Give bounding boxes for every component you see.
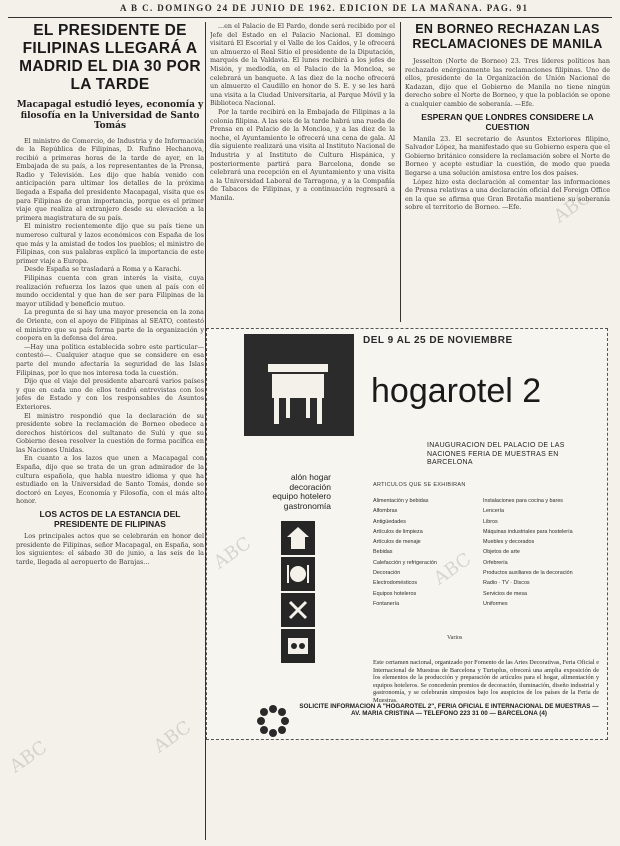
ad-list-item: Orfebrería bbox=[483, 559, 508, 566]
abc-watermark: ABC bbox=[150, 716, 196, 758]
running-head: A B C. DOMINGO 24 DE JUNIO DE 1962. EDICION DE LA MAÑANA. PAG. 91 bbox=[120, 3, 529, 13]
left-paragraph: Los principales actos que se celebrarán en honor del presidente de Filipinas, señor Macapagal, en España, son los siguientes: el sábado 30 de junio, a las seis de la tarde, llegada al aeropuerto de Barajas... bbox=[16, 532, 204, 566]
ad-list-item: Instalaciones para cocina y bares bbox=[483, 498, 564, 504]
ad-list-item: Antigüedades bbox=[373, 518, 406, 525]
ad-list-item: Lencería bbox=[483, 508, 504, 515]
ad-footer: SOLICITE INFORMACION A "HOGAROTEL 2", FERIA OFICIAL E INTERNACIONAL DE MUESTRAS — AV. MARIA CRISTINA — TELEFONO 223 31 00 — BARCELONA (4) bbox=[299, 703, 599, 718]
ad-title: INAUGURACION DEL PALACIO DE LAS NACIONES FERIA DE MUESTRAS EN BARCELONA bbox=[427, 442, 565, 466]
ad-brand: hogarotel 2 bbox=[371, 372, 542, 410]
ad-image-block bbox=[244, 334, 354, 436]
ad-list-item: Máquinas industriales para hostelería bbox=[483, 528, 573, 535]
ad-list-item: Electrodomésticos bbox=[373, 580, 418, 587]
ad-list-item: Calefacción y refrigeración bbox=[373, 559, 437, 566]
ad-list-item: Uniformes bbox=[483, 600, 508, 607]
flower-logo-icon bbox=[253, 701, 293, 741]
left-paragraph: En cuanto a los lazos que unen a Macapagal con España, dijo que se trata de un gran admirador de la cultura española, que habla nuestro idioma y que ha estudiado en la Universidad de Santo Tomás, donde se doctoró en Leyes, Economía y Filosofía, con el más alto honor. bbox=[16, 454, 204, 506]
left-subhead: LOS ACTOS DE LA ESTANCIA DEL PRESIDENTE DE FILIPINAS bbox=[39, 509, 181, 530]
ad-list-right bbox=[483, 496, 599, 609]
ad-list-item: Productos auxiliares de la decoración bbox=[483, 570, 573, 577]
ad-tagline-line: equipo hotelero bbox=[272, 491, 331, 501]
abc-watermark: ABC bbox=[430, 548, 476, 590]
left-paragraph: Dijo que el viaje del presidente abarcará varios países y que en cada uno de ellos tendrá entrevistas con los jefes de Estado y con los responsables de Asuntos Exteriores. bbox=[16, 377, 204, 411]
ad-tagline-line: decoración bbox=[289, 481, 331, 492]
chair-illustration bbox=[244, 334, 354, 436]
left-paragraph: El ministro recientemente dijo que su país tiene un numeroso cultural y lazos económicos con España de los que más y la amistad de todos los pueblos; el ministro de Filipinas, con sus palabras explicó la importancia de este primer viaje a Europa. bbox=[16, 222, 204, 265]
ad-list-item: Bebidas bbox=[373, 549, 393, 556]
left-paragraph: El ministro respondió que la declaración de su presidente sobre la reclamación de Borneo obedece a derechos históricos del sultanato de Sulú y que su Gobierno desea resolver la cuestión de forma pacífica en las Naciones Unidas. bbox=[16, 411, 204, 454]
left-headline: EL PRESIDENTE DE FILIPINAS LLEGARÁ A MADRID EL DIA 30 POR LA TARDE bbox=[19, 22, 201, 93]
ad-varios-label: Varios bbox=[447, 635, 463, 641]
right-paragraph: López hizo esta declaración al comentar las informaciones de Prensa relativas a una declaración oficial del Foreign Office en la que se afirma que Gran Bretaña mantiene su soberanía sobre el territorio de Borneo. —Efe. bbox=[405, 177, 610, 212]
left-deck: Macapagal estudió leyes, economía y filosofía en la Universidad de Santo Tomás bbox=[16, 100, 204, 131]
left-paragraph: Filipinas cuenta con gran interés la visita, cuya realización refuerza los lazos que unen al país con el mundo occidental y que han de ser para Filipinas de la mayor utilidad y beneficio mutuo. bbox=[16, 274, 204, 308]
ad-list-item: Equipos hoteleros bbox=[373, 590, 417, 597]
ad-list-item: Fontanería bbox=[373, 600, 400, 607]
middle-column bbox=[210, 22, 395, 322]
ad-tagline bbox=[219, 473, 331, 511]
ad-dates: DEL 9 AL 25 DE NOVIEMBRE bbox=[363, 335, 513, 346]
ad-tagline-line: gastronomía bbox=[283, 500, 331, 511]
left-column bbox=[16, 22, 204, 842]
hogarotel-advert bbox=[206, 328, 608, 740]
header-rule bbox=[8, 17, 612, 18]
abc-watermark: ABC bbox=[550, 186, 596, 228]
middle-paragraph: ...en el Palacio de El Pardo, donde será recibido por el Jefe del Estado en el Palacio Nacional. El domingo visitará El Escorial y el Valle de los Caídos, y le ofrecerá un almuerzo el Real Sitio el presidente de la Diputación, marqués de la Valdavia. El lunes recibirá a los jefes de Misión, y mediodía, en el Palacio de la Moncloa, se celebrará un banquete. A las diez de la noche ofrecerá un almuerzo el Caudillo en honor de S. E. y se les hará una visita a la Ciudad Universitaria, al Parque Móvil y la Biblioteca Nacional. bbox=[210, 22, 395, 108]
cutlery-icon bbox=[281, 593, 315, 627]
column-rule bbox=[400, 22, 401, 322]
table-setting-icon bbox=[281, 557, 315, 591]
right-paragraph: Manila 23. El secretario de Asuntos Exteriores filipino, Salvador López, ha manifestado que su Gobierno espera que el Gobierno británico considere la reclamación sobre el Norte de Borneo y acepte estudiar la cuestión, de modo que pueda llegarse a una solución amistosa entre los dos países. bbox=[405, 134, 610, 177]
right-column bbox=[405, 22, 610, 322]
house-icon bbox=[281, 521, 315, 555]
ad-list-item: Decoración bbox=[373, 570, 401, 577]
left-paragraph: —Hay una política establecida sobre este particular—contestó—. Cualquier ataque que se considere en esa parte del mundo afectaría la seguridad de las Islas Filipinas, por lo que nos interesa toda la cuestión. bbox=[16, 342, 204, 377]
ad-list-item: Artículos de limpieza bbox=[373, 528, 423, 535]
ad-list-item: Artículos de menaje bbox=[373, 539, 421, 546]
left-paragraph: El ministro de Comercio, de Industria y de Información de la República de Filipinas, D. Rufino Hechanova, recibió a primeras horas de la tarde de ayer, en la Embajada de su país, a los representantes de la Prensa, Radio y Televisión. Les dijo que había venido con anticipación para ultimar los detalles de la próxima llegada a España del presidente Macapagal, visita que es para Filipinas de gran importancia, porque es el primer viaje que realiza al extranjero desde su elevación a la primera magistratura de su país. bbox=[16, 136, 204, 222]
ad-list-item: Muebles y decorados bbox=[483, 539, 535, 546]
left-paragraph: Desde España se trasladará a Roma y a Karachi. bbox=[24, 265, 182, 274]
right-paragraph: Jesselton (Norte de Borneo) 23. Tres líderes políticos han rechazado enérgicamente las reclamaciones filipinas. Uno de ellos, presidente de la Organización de Unión Nacional de Kadazan, dijo que el Gobierno de Manila no tiene ningún derecho sobre el Norte de Borneo, y que la población se opone a cualquier cambio de soberanía. —Efe. bbox=[405, 57, 610, 108]
ad-list-item: Servicios de mesa bbox=[483, 590, 528, 597]
ad-list-item: Alfombras bbox=[373, 508, 398, 515]
ad-list-item: Libros bbox=[483, 518, 498, 525]
middle-paragraph: Por la tarde recibirá en la Embajada de Filipinas a la colonia filipina. A las seis de la tarde habrá una rueda de Prensa en el Palacio de la Moncloa, y a las diez de la noche, el Ayuntamiento le ofrecerá una cena de gala. Al día siguiente realizará una visita al Instituto Nacional de Industria y al Instituto de Cultura Hispánica, y posteriormente partirá para Barcelona, donde se celebrará una recepción en el Ayuntamiento y una visita a la Universidad Laboral de Tarragona, y a la Compañía de Tabacos de Filipinas, y a continuación regresará a Manila. bbox=[210, 107, 395, 202]
appliance-icon bbox=[281, 629, 315, 663]
right-headline: EN BORNEO RECHAZAN LAS RECLAMACIONES DE MANILA bbox=[412, 22, 603, 51]
ad-list-left bbox=[373, 496, 485, 609]
ad-tagline-line: alón hogar bbox=[290, 472, 331, 482]
ad-list-item: Radio · TV · Discos bbox=[483, 580, 530, 587]
abc-watermark: ABC bbox=[210, 532, 256, 574]
ad-list-heading: ARTICULOS QUE SE EXHIBIRAN bbox=[373, 482, 466, 488]
abc-watermark: ABC bbox=[6, 736, 52, 778]
right-subhead: ESPERAN QUE LONDRES CONSIDERE LA CUESTION bbox=[421, 111, 594, 132]
ad-list-item: Alimentación y bebidas bbox=[373, 498, 429, 504]
ad-body-text: Este certamen nacional, organizado por Fomento de las Artes Decorativas, Feria Oficial e Internacional de Muestras de Barcelona y Turisplus, ofrecerá una amplia exposición de los elementos de la producción y preparación de artículos para el hogar, alimentación y equipos hoteleros. Se concederán premios de decoración, iluminación, diseño industrial y gastronomía, y se celebrarán simposios bajo los auspicios de los países de la Feria de Muestras. bbox=[373, 659, 599, 704]
ad-list-item: Objetos de arte bbox=[483, 549, 520, 556]
left-paragraph: La pregunta de si hay una mayor presencia en la zona de Oriente, con el apoyo de Filipinas al SEATO, contestó el ministro que su país forma parte de la organización y coopera en la defensa del área. bbox=[16, 308, 204, 343]
